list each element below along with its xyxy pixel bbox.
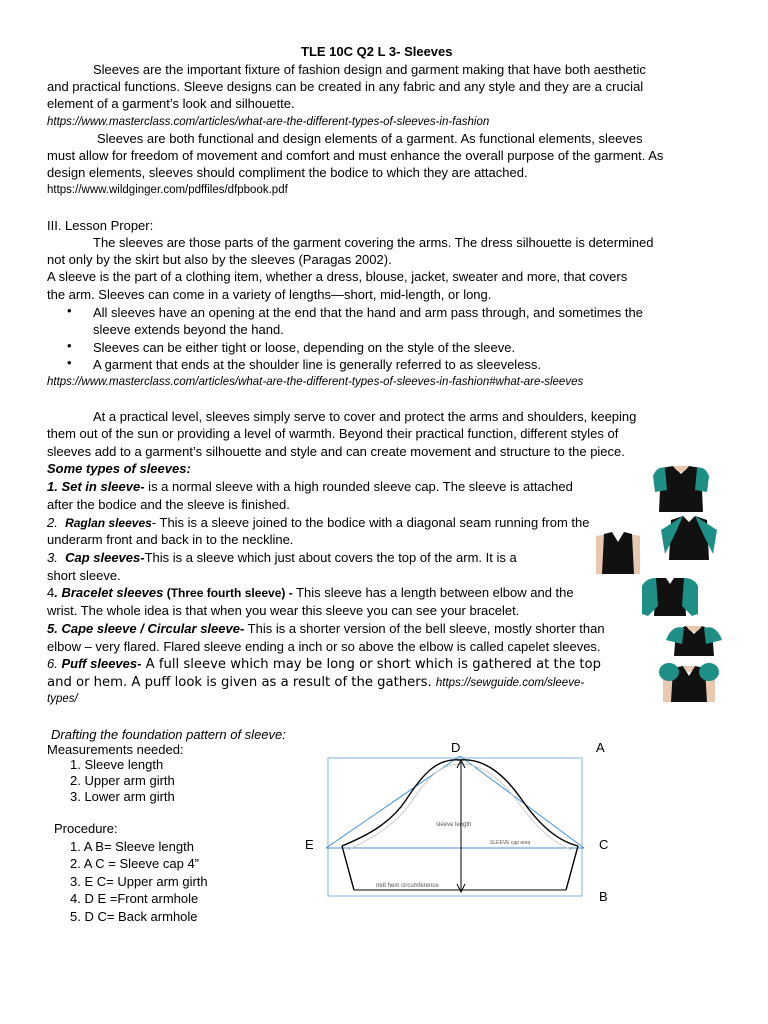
sleeve-type-name: Puff sleeves- bbox=[61, 656, 142, 671]
sleeve-type-desc: underarm front and back in to the neckline. bbox=[47, 532, 294, 547]
sleeve-type-desc: - This is a sleeve joined to the bodice with a diagonal seam running from the bbox=[151, 515, 590, 530]
cap-sleeve-image bbox=[592, 530, 644, 574]
procedure-step: 4. D E =Front armhole bbox=[70, 891, 199, 906]
sleeve-type-desc: short sleeve. bbox=[47, 568, 121, 583]
sleeve-type-1 bbox=[47, 478, 573, 495]
raglan-sleeve-image bbox=[659, 514, 719, 560]
lesson-line: The sleeves are those parts of the garment covering the arms. The dress silhouette is determined bbox=[93, 235, 654, 250]
procedure-step: 1. A B= Sleeve length bbox=[70, 839, 194, 854]
lesson-line: not only by the skirt but also by the sleeves (Paragas 2002). bbox=[47, 252, 392, 267]
sleeve-type-desc: wrist. The whole idea is that when you wear this sleeve you can see your bracelet. bbox=[47, 603, 520, 618]
bullet-dot: • bbox=[67, 355, 72, 370]
sleeve-type-4 bbox=[47, 584, 574, 602]
intro-line: Sleeves are the important fixture of fashion design and garment making that have both aesthetic bbox=[93, 62, 646, 77]
bullet-text: sleeve extends beyond the hand. bbox=[93, 322, 284, 337]
sleeve-length-note: sleeve length bbox=[436, 822, 472, 828]
sleeve-type-name: Cap sleeves- bbox=[65, 550, 145, 565]
sleeve-type-2 bbox=[47, 514, 589, 532]
lesson-line: At a practical level, sleeves simply serve to cover and protect the arms and shoulders, keeping bbox=[93, 409, 637, 424]
intro-line: must allow for freedom of movement and comfort and must enhance the overall purpose of the garment. As bbox=[47, 148, 664, 163]
lesson-line: A sleeve is the part of a clothing item, whether a dress, blouse, jacket, sweater and more, that covers bbox=[47, 269, 628, 284]
source-link[interactable]: https://sewguide.com/sleeve- bbox=[435, 677, 585, 689]
point-b-label: B bbox=[599, 889, 608, 904]
sleeve-type-desc: is a normal sleeve with a high rounded sleeve cap. The sleeve is attached bbox=[144, 479, 573, 494]
measurements-heading: Measurements needed: bbox=[47, 742, 184, 757]
sleeve-type-num: 6. bbox=[47, 656, 58, 671]
bullet-text: All sleeves have an opening at the end that the hand and arm pass through, and sometimes the bbox=[93, 305, 643, 320]
puff-sleeve-image bbox=[659, 660, 719, 702]
sleeve-type-desc: A full sleeve which may be long or short which is gathered at the top bbox=[141, 657, 601, 672]
measurement-item: 1. Sleeve length bbox=[70, 757, 164, 772]
sleeve-type-desc: after the bodice and the sleeve is finished. bbox=[47, 497, 290, 512]
lesson-line: them out of the sun or providing a level of warmth. Beyond their practical function, different styles of bbox=[47, 426, 619, 441]
page-title: TLE 10C Q2 L 3- Sleeves bbox=[301, 44, 453, 59]
bracelet-sleeve-image bbox=[640, 576, 700, 616]
types-heading: Some types of sleeves: bbox=[47, 461, 191, 476]
sleeve-type-num: 4 bbox=[47, 585, 55, 600]
set-in-sleeve-image bbox=[651, 462, 711, 512]
sleeve-type-alt: (Three fourth sleeve) - bbox=[163, 586, 293, 600]
cape-sleeve-image bbox=[666, 622, 722, 656]
hem-note: nett hem circumference bbox=[376, 883, 439, 889]
sleeve-type-num: 2. bbox=[47, 515, 58, 530]
sleeve-type-num: 3. bbox=[47, 550, 58, 565]
bullet-dot: • bbox=[67, 303, 72, 318]
sleeve-type-6 bbox=[47, 655, 601, 673]
sleeve-cap-note: SLEEVE cap area bbox=[490, 840, 531, 846]
sleeve-type-6b bbox=[47, 673, 584, 692]
bullet-text: A garment that ends at the shoulder line is generally referred to as sleeveless. bbox=[93, 357, 542, 372]
bullet-dot: • bbox=[67, 338, 72, 353]
sleeve-type-desc: This is a sleeve which just about covers the top of the arm. It is a bbox=[144, 550, 517, 565]
drafting-heading: Drafting the foundation pattern of sleeve: bbox=[51, 727, 286, 742]
sleeve-type-name: 5. Cape sleeve / Circular sleeve- bbox=[47, 621, 245, 636]
source-link[interactable]: https://www.masterclass.com/articles/what-are-the-different-types-of-sleeves-in-fashion bbox=[47, 116, 490, 128]
section-heading: III. Lesson Proper: bbox=[47, 218, 154, 233]
procedure-step: 2. A C = Sleeve cap 4” bbox=[70, 856, 199, 871]
source-link[interactable]: https://www.wildginger.com/pdffiles/dfpbook.pdf bbox=[47, 184, 288, 196]
source-link[interactable]: types/ bbox=[47, 693, 78, 705]
sleeve-type-name: . Bracelet sleeves bbox=[54, 585, 164, 600]
sleeve-type-desc: elbow – very flared. Flared sleeve ending a inch or so above the elbow is called capelet sleeves. bbox=[47, 639, 601, 654]
sleeve-type-desc: This is a shorter version of the bell sleeve, mostly shorter than bbox=[244, 621, 605, 636]
measurement-item: 2. Upper arm girth bbox=[70, 773, 175, 788]
intro-line: element of a garment’s look and silhouette. bbox=[47, 96, 295, 111]
sleeve-type-3 bbox=[47, 549, 517, 566]
point-d-label: D bbox=[451, 740, 461, 755]
sleeve-type-name: 1. Set in sleeve- bbox=[47, 479, 145, 494]
intro-line: and practical functions. Sleeve designs can be created in any fabric and any style and they are a crucial bbox=[47, 79, 644, 94]
sleeve-type-desc: and or hem. A puff look is given as a result of the gathers. bbox=[47, 675, 436, 690]
sleeve-type-5 bbox=[47, 620, 605, 637]
sleeve-type-name: Raglan sleeves bbox=[65, 516, 152, 530]
lesson-line: sleeves add to a garment’s silhouette and style and can create movement and structure to the piece. bbox=[47, 444, 625, 459]
point-c-label: C bbox=[599, 837, 609, 852]
source-link[interactable]: https://www.masterclass.com/articles/what-are-the-different-types-of-sleeves-in-fashion#what-are-sleeves bbox=[47, 376, 584, 388]
lesson-line: the arm. Sleeves can come in a variety of lengths—short, mid-length, or long. bbox=[47, 287, 492, 302]
measurement-item: 3. Lower arm girth bbox=[70, 789, 175, 804]
point-e-label: E bbox=[305, 837, 314, 852]
bullet-text: Sleeves can be either tight or loose, depending on the style of the sleeve. bbox=[93, 340, 516, 355]
sleeve-draft-diagram bbox=[326, 750, 586, 900]
procedure-step: 3. E C= Upper arm girth bbox=[70, 874, 208, 889]
point-a-label: A bbox=[596, 740, 605, 755]
intro-line: Sleeves are both functional and design elements of a garment. As functional elements, sleeves bbox=[97, 131, 643, 146]
procedure-step: 5. D C= Back armhole bbox=[70, 909, 198, 924]
procedure-heading: Procedure: bbox=[54, 821, 118, 836]
sleeve-type-desc: This sleeve has a length between elbow and the bbox=[292, 585, 574, 600]
intro-line: design elements, sleeves should compliment the bodice to which they are attached. bbox=[47, 165, 528, 180]
